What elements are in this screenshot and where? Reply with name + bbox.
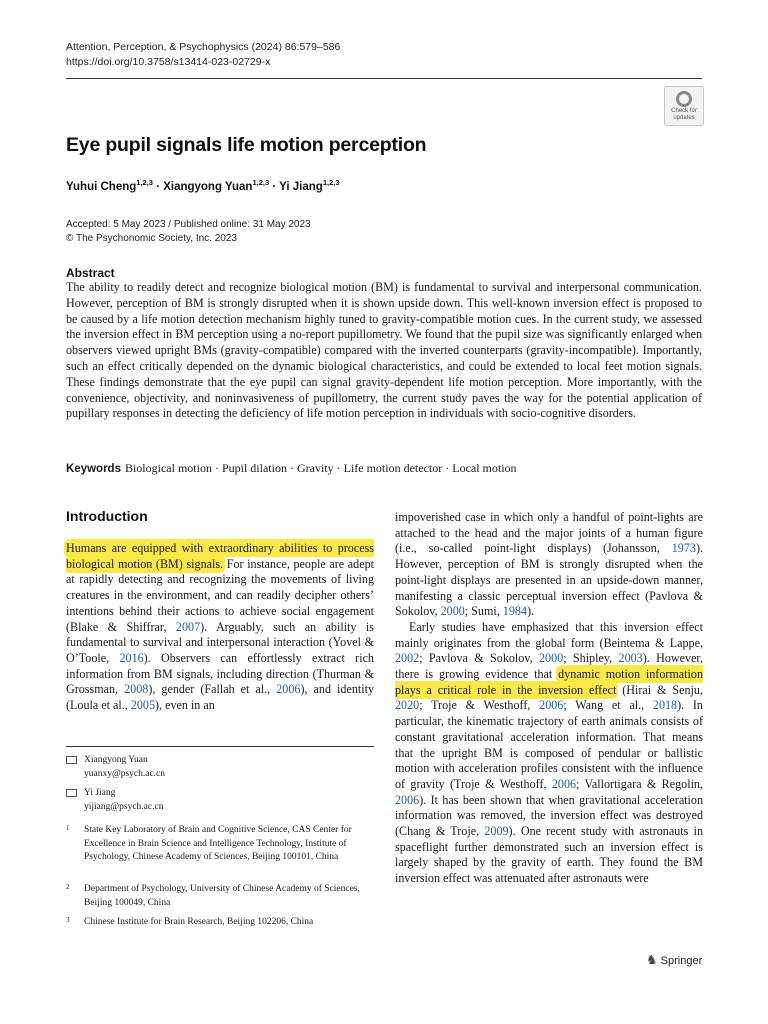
body-text: For instance, people are adept at rapidly detecting and recognizing the movements of living creatures in the environment, and can readily decipher others’ intentions behind their actions to achieve social engagement (Blake & Shiffrar, xyxy=(66,556,374,634)
intro-column-left xyxy=(66,541,374,714)
highlighted-text[interactable]: dynamic motion information plays a critical role in the inversion effect xyxy=(395,667,703,697)
author-separator: · xyxy=(269,180,280,193)
citation-link[interactable]: 2000 xyxy=(440,604,465,619)
citation-link[interactable]: 2006 xyxy=(395,792,420,807)
badge-line1: Check for xyxy=(671,108,697,114)
abstract-text: The ability to readily detect and recognize biological motion (BM) is fundamental to survival and interpersonal communication. However, perception of BM is strongly disrupted when it is shown upside down. This well-known inversion effect is proposed to be caused by a life motion detection mechanism highly tuned to gravity-compatible motion cues. In the current study, we assessed the inversion effect in BM perception using a no-report pupillometry. We found that the pupil size was significantly enlarged when observers viewed upright BMs (gravity-compatible) compared with the inverted counterparts (gravity-incompatible). Importantly, such an effect critically depended on the dynamic biological characteristics, and could be extended to local feet motion signals. These findings demonstrate that the eye pupil can signal gravity-dependent life motion perception. More importantly, with the convenience, objectivity, and noninvasiveness of pupillometry, the current study paves the way for the potential application of pupillary responses in detecting the deficiency of life motion perception in individuals with socio-cognitive disorders. xyxy=(66,280,702,421)
affiliation-item xyxy=(66,916,366,930)
body-text: ; Wang et al., xyxy=(563,698,653,713)
journal-header xyxy=(66,40,340,70)
body-text: ). In particular, the kinematic trajectory of earth animals consists of constant gravitational acceleration information. That means that the upright BM is composed of pendular or ballistic motion with acceleration profiles consistent with the influence of gravity (Troje & Westhoff, xyxy=(395,698,703,791)
citation-link[interactable]: 2003 xyxy=(618,651,643,666)
author-affiliation: 1,2,3 xyxy=(252,178,270,187)
citation-link[interactable]: 2006 xyxy=(539,698,564,713)
keywords-text: Biological motion · Pupil dilation · Gravity · Life motion detector · Local motion xyxy=(124,461,517,475)
contact-name: Xiangyong Yuan xyxy=(84,755,148,765)
citation-link[interactable]: 2007 xyxy=(175,619,201,634)
citation-link[interactable]: 2006 xyxy=(276,682,301,697)
highlighted-text[interactable]: Humans are equipped with extraordinary abilities to process biological motion (BM) signals. xyxy=(66,541,374,571)
abstract-heading: Abstract xyxy=(66,266,115,280)
publisher-logo xyxy=(646,952,702,968)
refresh-icon xyxy=(676,91,692,107)
body-text: ). Arguably, such an ability is fundamental to survival and interpersonal interaction (Yovel & O’Toole, xyxy=(66,619,374,665)
affiliation-number: 3 xyxy=(66,916,70,924)
envelope-icon xyxy=(66,789,77,797)
author-list xyxy=(66,178,340,193)
check-for-updates-badge[interactable] xyxy=(664,86,704,126)
body-text: ; Pavlova & Sokolov, xyxy=(419,651,539,666)
affiliation-number: 1 xyxy=(66,824,70,832)
affiliation-text: State Key Laboratory of Brain and Cognitive Science, CAS Center for Excellence in Brain Science and Intelligence Technology, Institute of Psychology, Chinese Academy of Sciences, Beijing 100101, China xyxy=(84,825,352,862)
citation-link[interactable]: 2006 xyxy=(551,776,577,791)
body-text: ). Observers can effortlessly extract rich information from BM signals, including direction (Thurman & Grossman, xyxy=(66,650,374,697)
citation-link[interactable]: 2008 xyxy=(124,682,149,697)
body-text: impoverished case in which only a handful of point-lights are attached to the head and the major joints of a human figure (i.e., so-called point-light displays) (Johansson, xyxy=(395,510,703,556)
affiliation-number: 2 xyxy=(66,883,70,891)
citation-link[interactable]: 2018 xyxy=(652,698,678,713)
body-text: ), and identity (Loula et al., xyxy=(66,682,374,713)
contact-item xyxy=(66,786,163,814)
citation-link[interactable]: 2002 xyxy=(395,651,420,666)
journal-citation: Attention, Perception, & Psychophysics (2024) 86:579–586 xyxy=(66,41,341,53)
citation-link[interactable]: 2005 xyxy=(130,698,155,713)
body-text: ). One recent study with astronauts in spaceflight further demonstrated such an inversion effect is largely shaped by the gravity of earth. They found the BM inversion effect was attenuated after astronauts were xyxy=(395,824,703,886)
author-name[interactable]: Yuhui Cheng xyxy=(66,180,137,193)
contact-email[interactable]: yuanxy@psych.ac.cn xyxy=(84,769,166,779)
intro-column-right xyxy=(395,510,703,887)
doi-link[interactable]: https://doi.org/10.3758/s13414-023-02729-x xyxy=(66,56,271,68)
body-text: ). However, perception of BM is strongly disrupted when the point-light displays are presented in an upside-down manner, manifesting a classic perceptual inversion effect (Pavlova & Sokolov, xyxy=(395,541,703,619)
author-affiliation: 1,2,3 xyxy=(322,178,340,187)
citation-link[interactable]: 2000 xyxy=(539,651,564,666)
badge-line2: updates xyxy=(673,114,695,121)
accepted-published: Accepted: 5 May 2023 / Published online: 31 May 2023 xyxy=(66,219,311,230)
contact-email[interactable]: yijiang@psych.ac.cn xyxy=(84,802,164,812)
keywords-label: Keywords xyxy=(66,463,121,475)
publication-dates xyxy=(66,218,311,246)
citation-link[interactable]: 2016 xyxy=(119,650,144,665)
author-name[interactable]: Xiangyong Yuan xyxy=(163,180,253,193)
author-name[interactable]: Yi Jiang xyxy=(279,180,323,193)
body-text: ), gender (Fallah et al., xyxy=(148,682,277,697)
copyright: © The Psychonomic Society, Inc. 2023 xyxy=(66,233,237,244)
body-text: (Hirai & Senju, xyxy=(616,682,703,697)
contact-name: Yi Jiang xyxy=(84,788,116,798)
body-text: ; Sumi, xyxy=(464,604,503,619)
introduction-heading: Introduction xyxy=(66,508,148,524)
author-separator: · xyxy=(152,180,164,193)
body-text: ). However, there is growing evidence that xyxy=(395,651,703,682)
body-text: ; Vallortigara & Regolin, xyxy=(576,776,703,791)
body-text: ; Troje & Westhoff, xyxy=(419,698,540,713)
keywords xyxy=(66,461,517,476)
affiliation-item xyxy=(66,883,366,910)
affiliation-text: Chinese Institute for Brain Research, Beijing 102206, China xyxy=(84,917,314,927)
body-text: ; Shipley, xyxy=(563,651,619,666)
publisher-name: Springer xyxy=(660,955,703,967)
header-rule xyxy=(66,78,702,79)
citation-link[interactable]: 1973 xyxy=(671,541,696,556)
contact-item xyxy=(66,753,165,781)
paper-title: Eye pupil signals life motion perception xyxy=(66,134,427,156)
envelope-icon xyxy=(66,756,77,764)
author-affiliation: 1,2,3 xyxy=(136,178,153,187)
body-text: ). It has been shown that when gravitational acceleration information was removed, the inversion effect was destroyed (Chang & Troje, xyxy=(395,792,703,839)
citation-link[interactable]: 1984 xyxy=(502,604,527,619)
citation-link[interactable]: 2020 xyxy=(395,698,420,713)
paragraph-2 xyxy=(395,620,703,887)
body-text: Early studies have emphasized that this inversion effect mainly originates from the global form (Beintema & Lappe, xyxy=(395,619,703,650)
affiliation-item xyxy=(66,824,366,865)
footnote-rule xyxy=(66,746,374,747)
springer-horse-icon: ♞ xyxy=(646,952,658,967)
body-text: ), even in an xyxy=(155,698,215,713)
affiliation-text: Department of Psychology, University of Chinese Academy of Sciences, Beijing 100049, China xyxy=(84,884,360,908)
body-text: ). xyxy=(526,604,535,619)
citation-link[interactable]: 2009 xyxy=(484,824,509,839)
